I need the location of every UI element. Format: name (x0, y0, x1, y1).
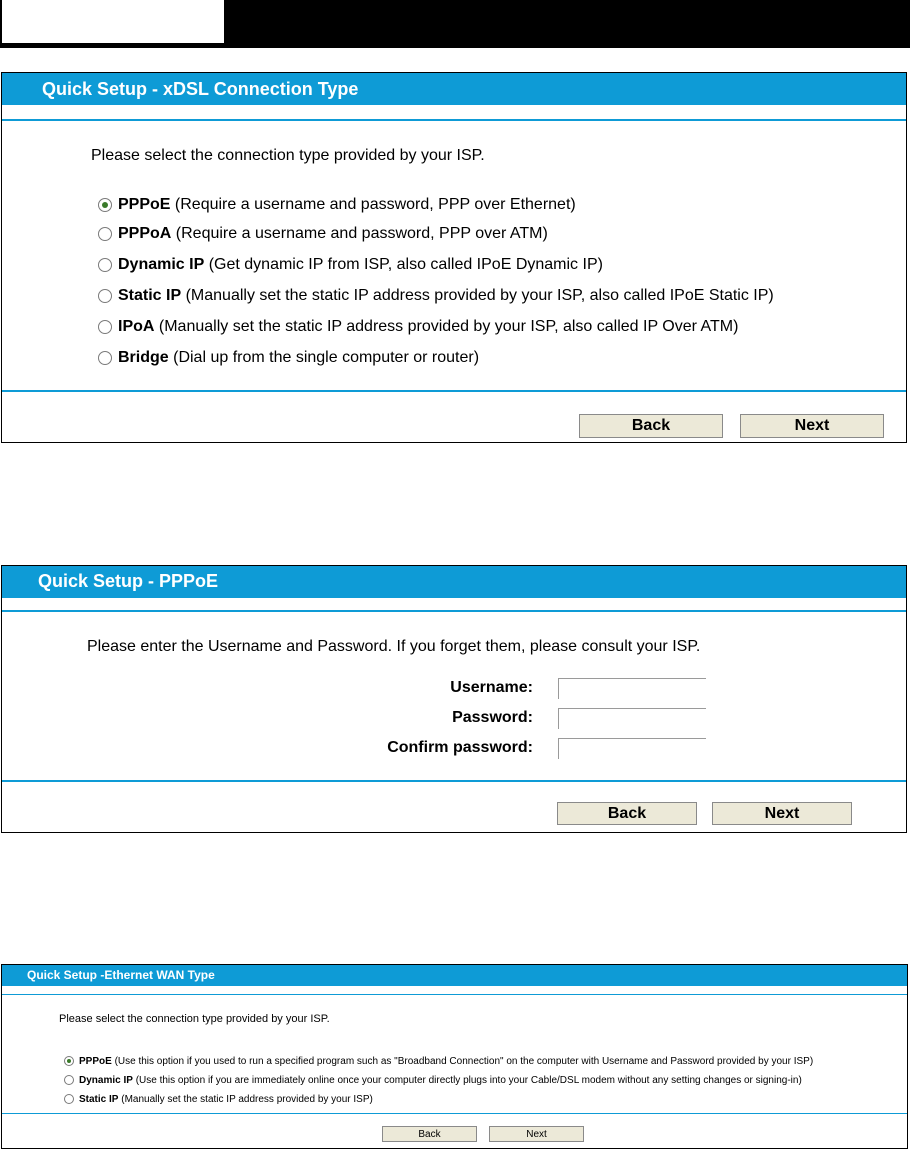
panel-title: Quick Setup - PPPoE (38, 571, 219, 591)
divider (2, 994, 907, 995)
option-name: Dynamic IP (118, 256, 205, 273)
option-pppoe[interactable] (64, 1054, 813, 1068)
option-ipoa[interactable] (97, 316, 738, 338)
option-dynamic-ip[interactable] (64, 1073, 802, 1087)
panel-prompt: Please select the connection type provided by your ISP. (59, 1013, 330, 1025)
option-name: PPPoA (118, 225, 172, 242)
radio-static-ip[interactable] (98, 289, 112, 303)
divider (2, 1113, 907, 1114)
username-label: Username: (450, 679, 533, 696)
panel-prompt: Please select the connection type provided by your ISP. (91, 147, 485, 164)
option-pppoe[interactable] (97, 194, 576, 216)
option-name: Static IP (118, 287, 182, 304)
option-name: PPPoE (79, 1055, 112, 1067)
username-input[interactable] (558, 678, 706, 699)
password-input[interactable] (558, 708, 706, 729)
header-bar (0, 0, 910, 48)
radio-ipoa[interactable] (98, 320, 112, 334)
divider (2, 610, 906, 612)
option-name: Bridge (118, 349, 169, 366)
divider (2, 780, 906, 782)
option-desc: (Dial up from the single computer or router) (168, 349, 480, 366)
xdsl-connection-type-panel (1, 72, 907, 443)
panel-title: Quick Setup - xDSL Connection Type (42, 79, 359, 99)
next-button[interactable]: Next (489, 1126, 584, 1142)
next-button[interactable]: Next (712, 802, 852, 825)
divider (2, 119, 906, 121)
radio-dynamic-ip[interactable] (98, 258, 112, 272)
panel-title-bar (2, 73, 906, 105)
header-tab (2, 0, 224, 45)
option-name: IPoA (118, 318, 155, 335)
option-static-ip[interactable] (64, 1092, 373, 1106)
option-desc: (Require a username and password, PPP over ATM) (171, 225, 548, 242)
pppoe-panel (1, 565, 907, 833)
option-desc: (Require a username and password, PPP over Ethernet) (170, 196, 576, 213)
option-dynamic-ip[interactable] (97, 254, 603, 276)
option-desc: (Manually set the static IP address provided by your ISP) (118, 1093, 373, 1105)
radio-static-ip[interactable] (64, 1094, 74, 1104)
password-label: Password: (452, 709, 533, 726)
back-button[interactable]: Back (557, 802, 697, 825)
panel-title-bar (2, 566, 906, 598)
option-desc: (Use this option if you used to run a specified program such as "Broadband Connection" on the computer with Username and Password provided by your ISP) (111, 1055, 814, 1067)
radio-dynamic-ip[interactable] (64, 1075, 74, 1085)
option-pppoa[interactable] (97, 223, 548, 245)
confirm-password-label: Confirm password: (387, 739, 533, 756)
option-static-ip[interactable] (97, 285, 774, 307)
divider (2, 390, 906, 392)
radio-pppoe[interactable] (64, 1056, 74, 1066)
option-name: Static IP (79, 1093, 119, 1105)
back-button[interactable]: Back (579, 414, 723, 438)
radio-bridge[interactable] (98, 351, 112, 365)
panel-title-bar (2, 965, 907, 986)
panel-prompt: Please enter the Username and Password. If you forget them, please consult your ISP. (87, 638, 701, 655)
option-desc: (Use this option if you are immediately online once your computer directly plugs into your Cable/DSL modem without any setting changes or signing-in) (132, 1074, 802, 1086)
radio-pppoa[interactable] (98, 227, 112, 241)
option-name: Dynamic IP (79, 1074, 133, 1086)
option-desc: (Manually set the static IP address provided by your ISP, also called IPoE Static IP) (181, 287, 774, 304)
back-button[interactable]: Back (382, 1126, 477, 1142)
next-button[interactable]: Next (740, 414, 884, 438)
confirm-password-input[interactable] (558, 738, 706, 759)
option-desc: (Get dynamic IP from ISP, also called IPoE Dynamic IP) (204, 256, 603, 273)
option-desc: (Manually set the static IP address provided by your ISP, also called IP Over ATM) (154, 318, 739, 335)
radio-pppoe[interactable] (98, 198, 112, 212)
option-name: PPPoE (118, 196, 171, 213)
ethernet-wan-type-panel (1, 964, 908, 1149)
panel-title: Quick Setup -Ethernet WAN Type (27, 968, 215, 982)
option-bridge[interactable] (97, 347, 479, 369)
